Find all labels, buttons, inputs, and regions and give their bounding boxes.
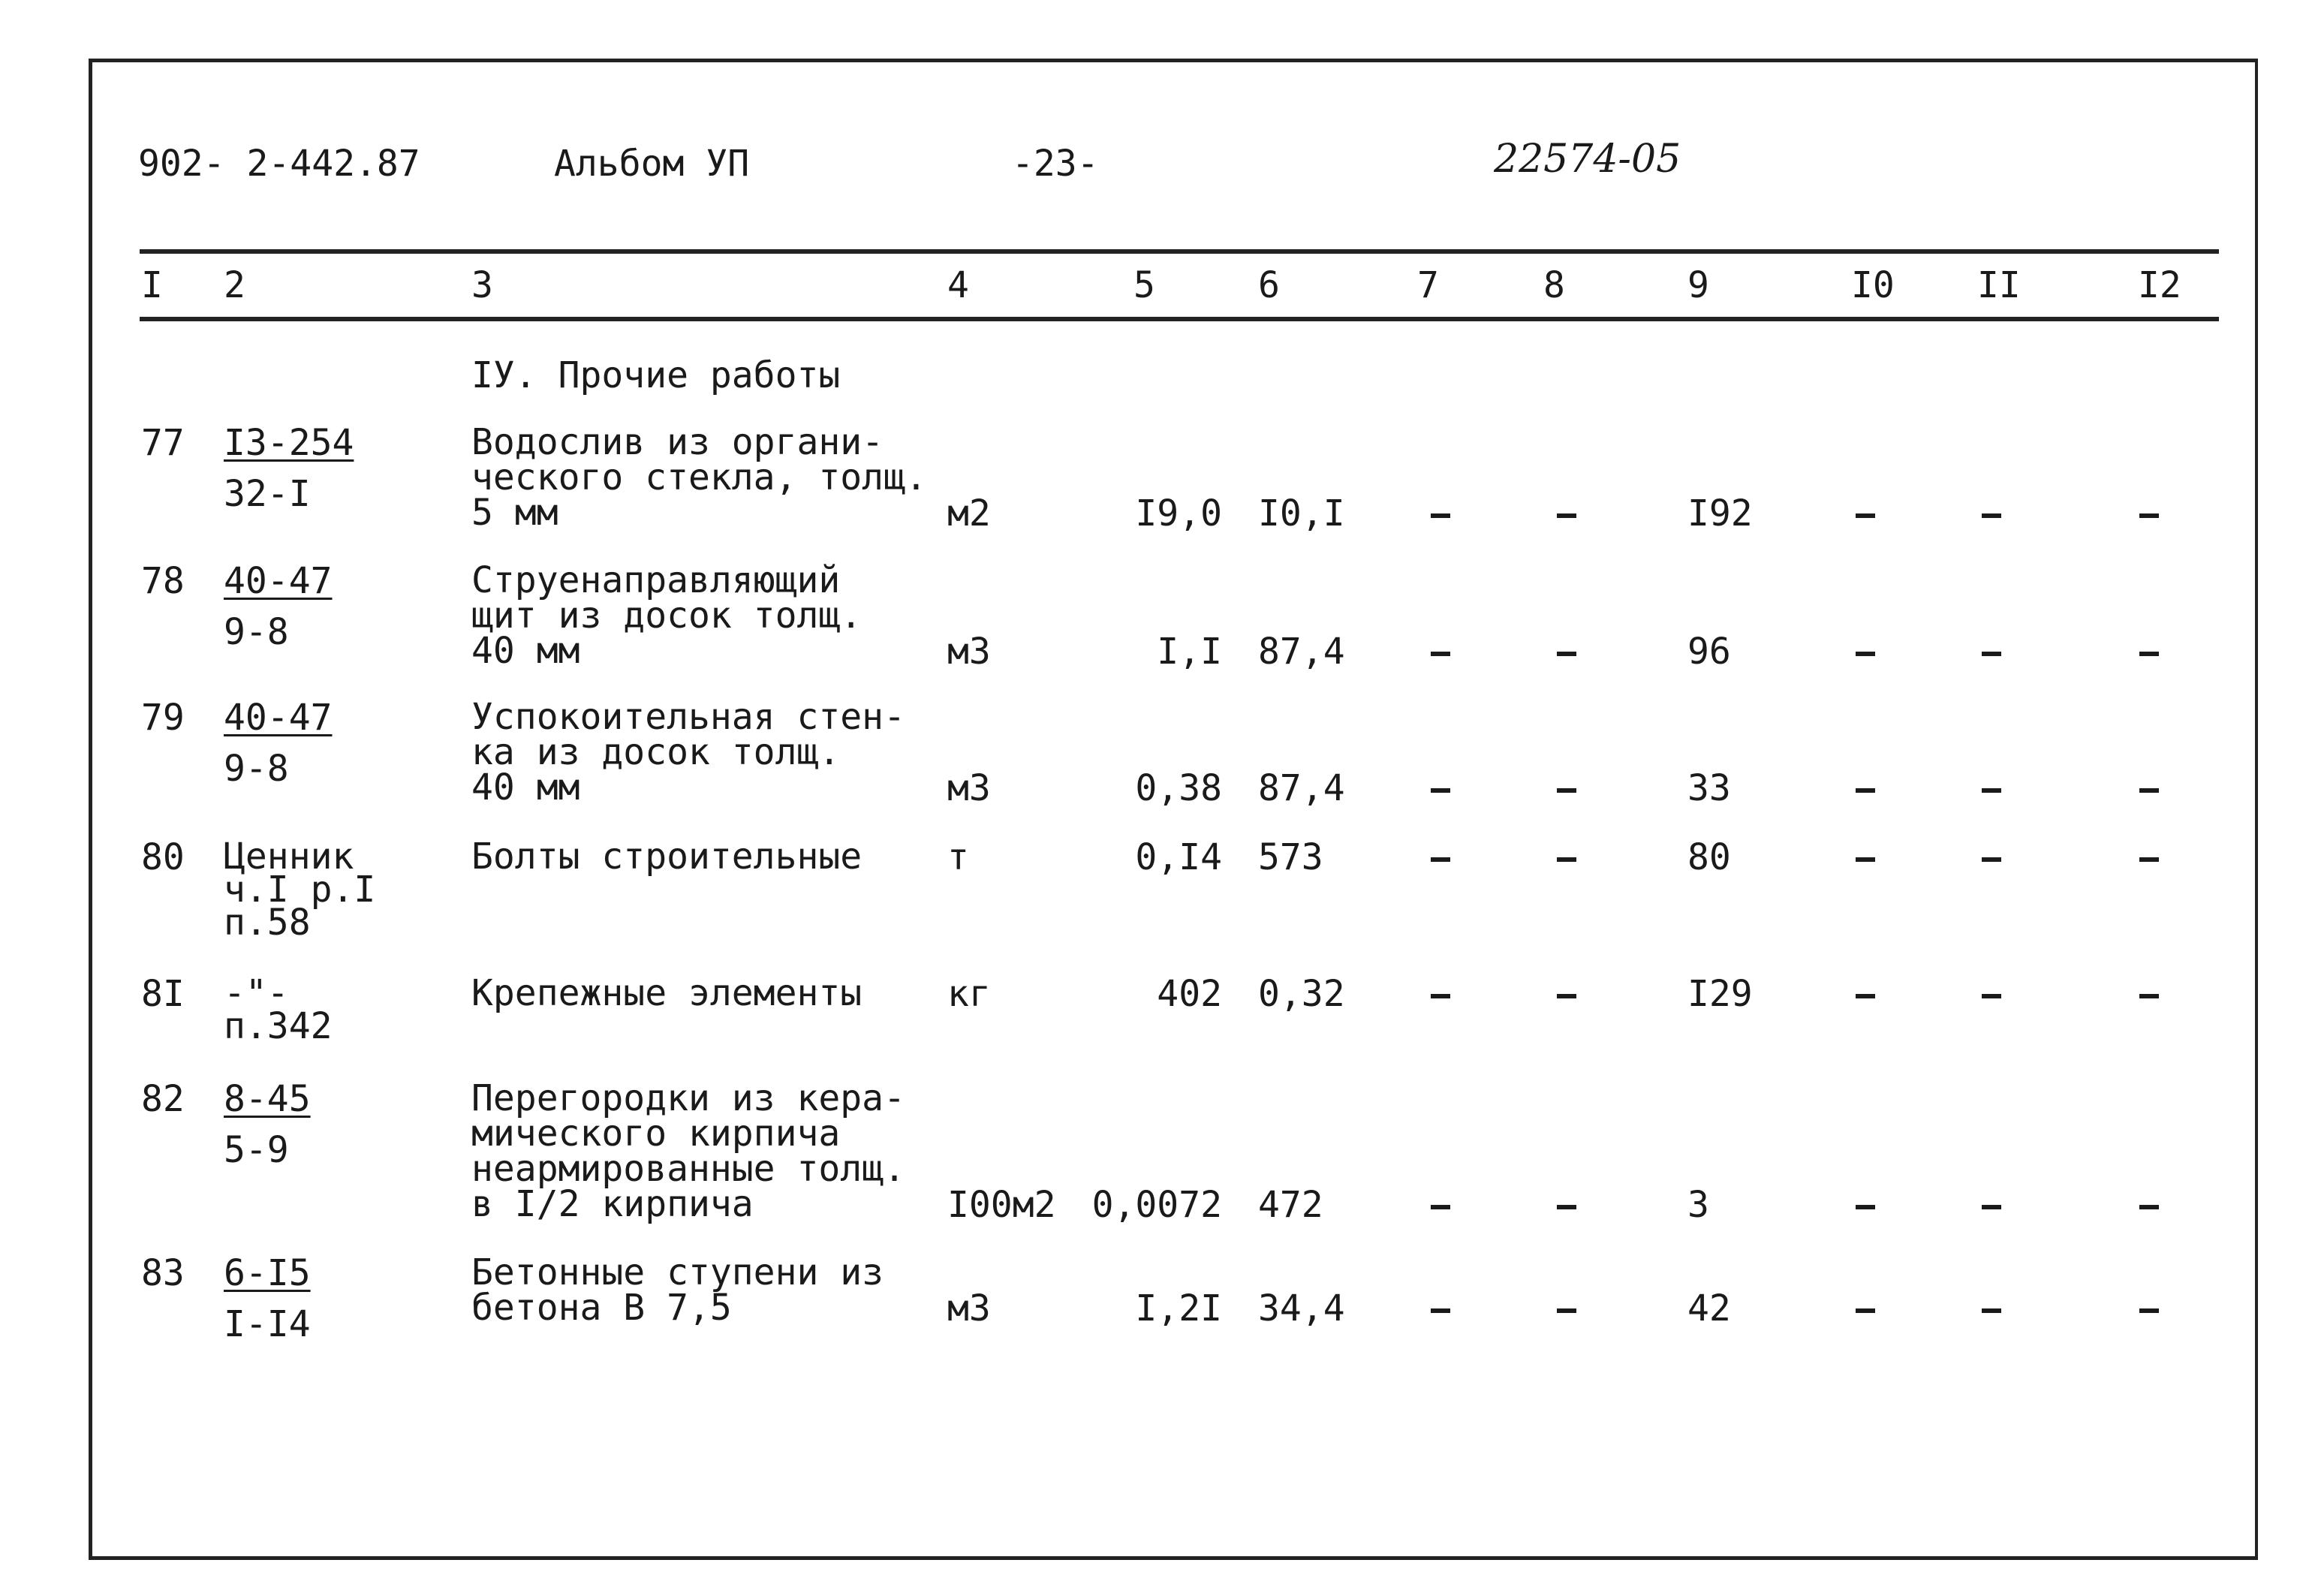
dash-cell-c7 <box>1431 857 1450 862</box>
norm-reference: 40-47 <box>224 697 333 739</box>
row-number: 8I <box>141 973 185 1015</box>
work-name-line: в I/2 кирпича <box>471 1183 754 1225</box>
dash-cell-c8 <box>1557 994 1576 998</box>
archive-number: 22574-05 <box>1494 137 1681 182</box>
dash-cell-c7 <box>1431 513 1450 518</box>
column-header-11: II <box>1977 264 2021 306</box>
work-name-line: Болты строительные <box>471 836 862 878</box>
row-number: 82 <box>141 1078 185 1120</box>
work-name-line: Перегородки из кера- <box>471 1077 905 1119</box>
quantity-cell: 402 <box>1157 973 1222 1015</box>
doc-code: 902- 2-442.87 <box>138 143 420 185</box>
quantity-cell: I,2I <box>1135 1287 1222 1329</box>
norm-reference-sub: 9-8 <box>224 748 289 790</box>
unit-cell: м3 <box>947 631 991 673</box>
dash-cell-c8 <box>1557 1205 1576 1209</box>
dash-cell-c7 <box>1431 1205 1450 1209</box>
unit-cell: I00м2 <box>947 1184 1056 1226</box>
column-header-10: I0 <box>1851 264 1895 306</box>
work-name-line: Струенаправляющий <box>471 559 841 601</box>
work-name-line: бетона В 7,5 <box>471 1287 732 1329</box>
unit-cell: м2 <box>947 492 991 535</box>
row-number: 78 <box>141 560 185 602</box>
work-name-line: ка из досок толщ. <box>471 731 841 773</box>
total-cell: 96 <box>1687 631 1731 673</box>
dash-cell-c11 <box>1982 788 2001 793</box>
page-number: -23- <box>1012 143 1099 185</box>
dash-cell-c12 <box>2139 857 2159 862</box>
row-number: 79 <box>141 697 185 739</box>
total-cell: I29 <box>1687 973 1753 1015</box>
dash-cell-c12 <box>2139 1308 2159 1313</box>
norm-reference-line: ч.I р.I <box>224 869 376 911</box>
norm-reference: 40-47 <box>224 560 333 602</box>
header-bottom-rule <box>140 317 2219 321</box>
row-number: 77 <box>141 422 185 464</box>
unit-cell: т <box>947 836 969 878</box>
work-name-line: Успокоительная стен- <box>471 696 905 738</box>
price-cell: I0,I <box>1258 492 1345 535</box>
work-name-line: 5 мм <box>471 492 558 534</box>
column-header-6: 6 <box>1258 264 1280 306</box>
column-header-7: 7 <box>1417 264 1439 306</box>
work-name-line: мического кирпича <box>471 1113 841 1155</box>
dash-cell-c8 <box>1557 857 1576 862</box>
row-number: 80 <box>141 836 185 878</box>
dash-cell-c10 <box>1856 994 1875 998</box>
total-cell: 80 <box>1687 836 1731 878</box>
dash-cell-c12 <box>2139 513 2159 518</box>
work-name-line: ческого стекла, толщ. <box>471 456 927 498</box>
norm-reference: 8-45 <box>224 1078 311 1120</box>
dash-cell-c11 <box>1982 513 2001 518</box>
page-frame <box>89 59 2258 1560</box>
quantity-cell: 0,38 <box>1135 767 1222 809</box>
norm-reference-line: п.342 <box>224 1005 333 1047</box>
price-cell: 87,4 <box>1258 767 1345 809</box>
section-title: IУ. Прочие работы <box>471 354 841 396</box>
norm-reference-sub: 5-9 <box>224 1129 289 1171</box>
total-cell: 33 <box>1687 767 1731 809</box>
dash-cell-c11 <box>1982 1205 2001 1209</box>
work-name-line: Водослив из органи- <box>471 421 884 463</box>
price-cell: 472 <box>1258 1184 1323 1226</box>
price-cell: 34,4 <box>1258 1287 1345 1329</box>
work-name-line: Крепежные элементы <box>471 972 862 1014</box>
dash-cell-c8 <box>1557 513 1576 518</box>
dash-cell-c10 <box>1856 1205 1875 1209</box>
work-name-line: щит из досок толщ. <box>471 595 862 637</box>
dash-cell-c7 <box>1431 652 1450 656</box>
dash-cell-c12 <box>2139 1205 2159 1209</box>
column-header-5: 5 <box>1133 264 1155 306</box>
dash-cell-c12 <box>2139 788 2159 793</box>
column-header-2: 2 <box>224 264 245 306</box>
dash-cell-c11 <box>1982 652 2001 656</box>
norm-reference-sub: 9-8 <box>224 611 289 653</box>
work-name-line: 40 мм <box>471 766 580 809</box>
column-header-8: 8 <box>1543 264 1565 306</box>
column-header-4: 4 <box>947 264 969 306</box>
quantity-cell: 0,I4 <box>1135 836 1222 878</box>
work-name-line: неармированные толщ. <box>471 1148 905 1190</box>
norm-reference-line: п.58 <box>224 902 311 944</box>
column-header-12: I2 <box>2138 264 2181 306</box>
album-label: Альбом УП <box>554 143 750 185</box>
dash-cell-c8 <box>1557 788 1576 793</box>
quantity-cell: 0,0072 <box>1091 1184 1222 1226</box>
column-header-9: 9 <box>1687 264 1709 306</box>
norm-reference-sub: I-I4 <box>224 1303 311 1345</box>
row-number: 83 <box>141 1252 185 1294</box>
dash-cell-c8 <box>1557 652 1576 656</box>
dash-cell-c10 <box>1856 857 1875 862</box>
dash-cell-c7 <box>1431 1308 1450 1313</box>
dash-cell-c11 <box>1982 1308 2001 1313</box>
dash-cell-c8 <box>1557 1308 1576 1313</box>
header-top-rule <box>140 249 2219 254</box>
work-name-line: Бетонные ступени из <box>471 1251 884 1293</box>
dash-cell-c10 <box>1856 1308 1875 1313</box>
total-cell: I92 <box>1687 492 1753 535</box>
column-header-1: I <box>141 264 163 306</box>
dash-cell-c7 <box>1431 788 1450 793</box>
dash-cell-c11 <box>1982 994 2001 998</box>
norm-reference: 6-I5 <box>224 1252 311 1294</box>
quantity-cell: I,I <box>1157 631 1222 673</box>
dash-cell-c10 <box>1856 513 1875 518</box>
dash-cell-c12 <box>2139 652 2159 656</box>
dash-cell-c11 <box>1982 857 2001 862</box>
work-name-line: 40 мм <box>471 630 580 672</box>
total-cell: 3 <box>1687 1184 1709 1226</box>
norm-reference: I3-254 <box>224 422 354 464</box>
dash-cell-c7 <box>1431 994 1450 998</box>
price-cell: 573 <box>1258 836 1323 878</box>
price-cell: 87,4 <box>1258 631 1345 673</box>
norm-reference-line: -"- <box>224 972 289 1014</box>
norm-reference-sub: 32-I <box>224 473 311 515</box>
unit-cell: кг <box>947 973 991 1015</box>
norm-reference-line: Ценник <box>224 836 354 878</box>
dash-cell-c12 <box>2139 994 2159 998</box>
column-header-3: 3 <box>471 264 493 306</box>
dash-cell-c10 <box>1856 788 1875 793</box>
unit-cell: м3 <box>947 767 991 809</box>
price-cell: 0,32 <box>1258 973 1345 1015</box>
dash-cell-c10 <box>1856 652 1875 656</box>
quantity-cell: I9,0 <box>1135 492 1222 535</box>
total-cell: 42 <box>1687 1287 1731 1329</box>
unit-cell: м3 <box>947 1287 991 1329</box>
